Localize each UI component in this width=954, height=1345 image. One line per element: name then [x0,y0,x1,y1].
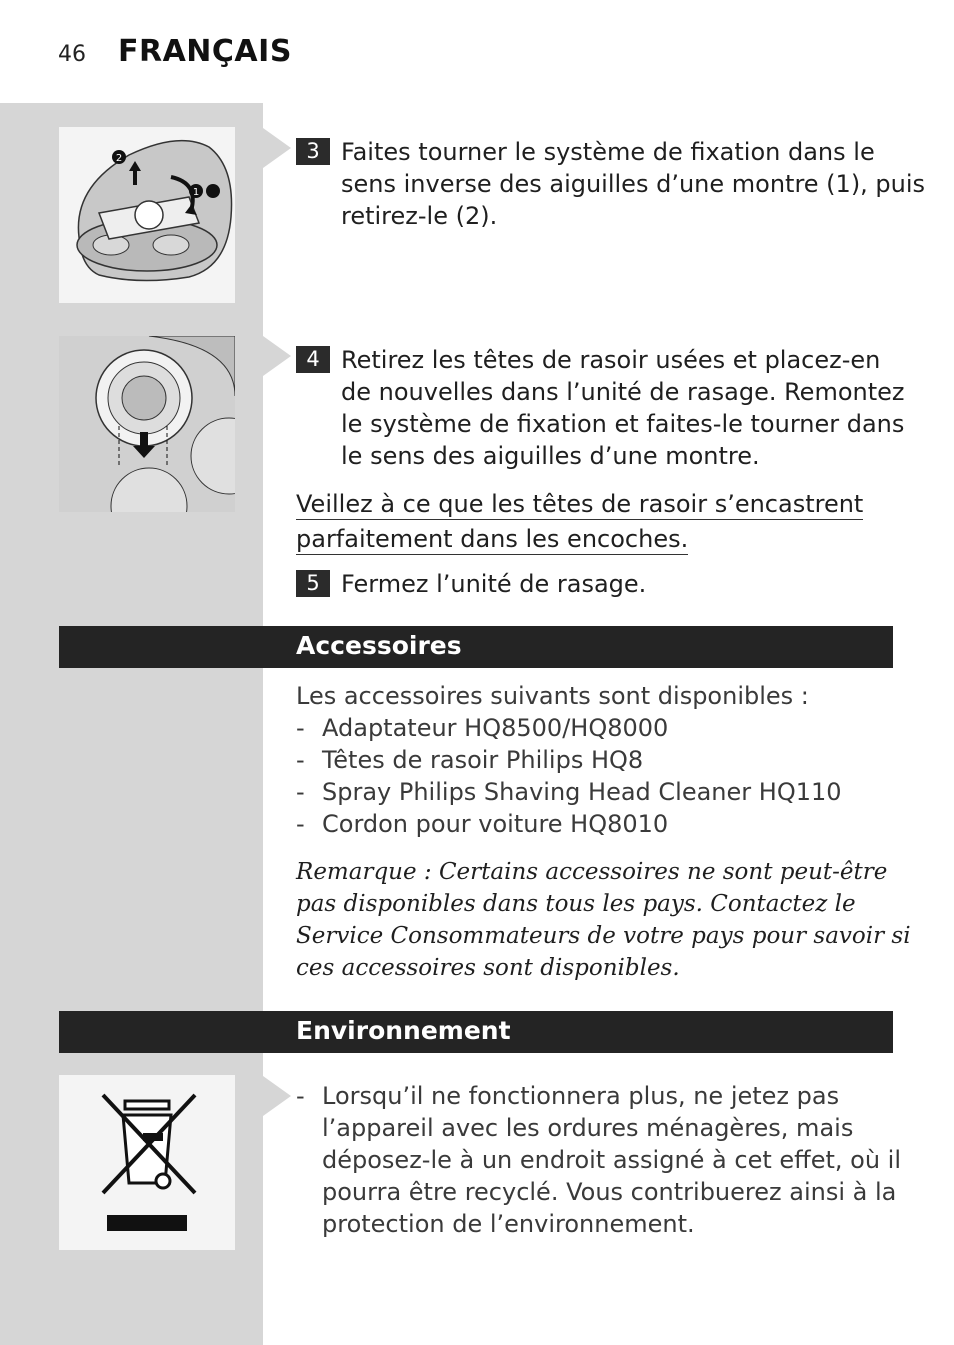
figure-weee [59,1075,235,1250]
step-line: Fermez l’unité de rasage. [341,570,647,598]
section-title: Environnement [296,1016,511,1045]
step-line: de nouvelles dans l’unité de rasage. Remontez [341,378,905,406]
warning-line: Veillez à ce que les têtes de rasoir s’encastrent [296,490,864,518]
bullet-line: Lorsqu’il ne fonctionnera plus, ne jetez pas [322,1082,840,1110]
figure-shaving-heads [59,336,235,512]
warning-line: parfaitement dans les encoches. [296,525,689,553]
step-line: Faites tourner le système de fixation dans le [341,138,875,166]
step-line: le système de fixation et faites-le tourner dans [341,410,905,438]
bullet-dash: - [296,746,305,774]
figure-pointer [263,1076,291,1116]
bullet-line: protection de l’environnement. [322,1210,695,1238]
rotation-arrow-icon [206,184,220,198]
step-line: le sens des aiguilles d’une montre. [341,442,760,470]
section-title: Accessoires [296,631,462,660]
callout-1-label: 1 [192,187,200,198]
step-number-badge: 5 [296,570,330,597]
warning-text [296,488,863,555]
section-header-accessories [59,626,893,668]
note-line: pas disponibles dans tous les pays. Contactez le [296,891,856,917]
list-item-label: Têtes de rasoir Philips HQ8 [322,746,644,774]
list-item-label [322,1080,901,1240]
page-number: 46 [58,42,86,67]
bullet-dash: - [296,714,305,742]
step-line: sens inverse des aiguilles d’une montre (1), puis [341,170,926,198]
crossed-out-wheeled-bin-icon [59,1075,235,1250]
section-header-environment [59,1011,893,1053]
note-line: Remarque : Certains accessoires ne sont peut-être [296,859,888,885]
bullet-dash: - [296,778,305,806]
note-line: ces accessoires sont disponibles. [296,955,680,981]
language-title: FRANÇAIS [118,34,292,69]
bullet-dash: - [296,810,305,838]
step-number-badge: 4 [296,346,330,373]
step-line: retirez-le (2). [341,202,498,230]
list-item-label: Cordon pour voiture HQ8010 [322,810,669,838]
list-item-label: Spray Philips Shaving Head Cleaner HQ110 [322,778,842,806]
bullet-line: l’appareil avec les ordures ménagères, mais [322,1114,854,1142]
step-line: Retirez les têtes de rasoir usées et placez-en [341,346,881,374]
environment-list [296,1080,901,1250]
bullet-line: pourra être recyclé. Vous contribuerez ainsi à la [322,1178,897,1206]
figure-pointer [263,128,291,168]
bullet-line: déposez-le à un endroit assigné à cet effet, où il [322,1146,901,1174]
list-item-label: Adaptateur HQ8500/HQ8000 [322,714,669,742]
figure-pointer [263,336,291,376]
callout-2-label: 2 [115,153,123,164]
bullet-dash: - [296,1082,305,1110]
step-number-badge: 3 [296,138,330,165]
step-text [341,568,646,600]
accessories-intro: Les accessoires suivants sont disponibles : [296,682,809,710]
accessories-list [296,712,856,840]
note-line: Service Consommateurs de votre pays pour savoir si [296,923,911,949]
step-text [341,344,905,472]
accessories-note [296,856,911,984]
figure-retaining-frame [59,127,235,303]
step-text [341,136,925,232]
